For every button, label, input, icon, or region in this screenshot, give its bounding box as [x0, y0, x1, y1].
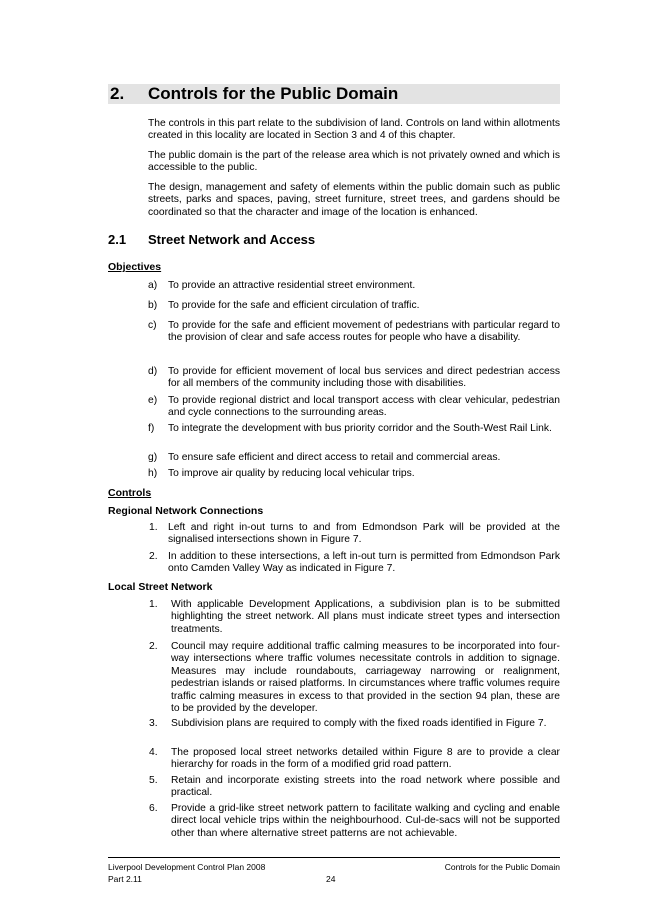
list-marker: 1.	[149, 522, 158, 533]
list-text: Provide a grid-like street network pattern to facilitate walking and cycling and enable direct local vehicle trips within the neighbourhood. Cul-de-sacs will not be supported other than where alternative street patterns are not achievable.	[171, 803, 560, 839]
list-marker: b)	[148, 300, 158, 311]
list-marker: 1.	[149, 599, 158, 610]
list-text: Left and right in-out turns to and from Edmondson Park will be provided at the signalised intersections shown in Figure 7.	[168, 522, 560, 546]
section-number: 2.	[110, 84, 125, 103]
section-title: Controls for the Public Domain	[148, 84, 399, 103]
intro-paragraph-3: The design, management and safety of elements within the public domain such as public streets, parks and spaces, paving, street furniture, street trees, and gardens should be coordinated so that the character and image of the location is enhanced.	[148, 182, 560, 218]
list-marker: f)	[148, 423, 155, 434]
list-marker: 6.	[149, 803, 158, 814]
list-text: To provide for the safe and efficient movement of pedestrians with particular regard to the provision of clear and safe access routes for people who have a disability.	[168, 320, 560, 344]
regional-heading: Regional Network Connections	[108, 505, 264, 517]
intro-paragraph-1: The controls in this part relate to the subdivision of land. Controls on land within allotments created in this locality are located in Section 3 and 4 of this chapter.	[148, 118, 560, 142]
list-marker: 5.	[149, 775, 158, 786]
list-text: To provide for the safe and efficient circulation of traffic.	[168, 300, 420, 311]
list-text: With applicable Development Applications, a subdivision plan is to be submitted highlighting the street network. All plans must indicate street types and intersection treatments.	[171, 599, 560, 635]
list-text: Subdivision plans are required to comply with the fixed roads identified in Figure 7.	[171, 718, 547, 729]
list-text: To improve air quality by reducing local vehicular trips.	[168, 468, 415, 479]
subsection-heading	[108, 232, 316, 248]
list-text: To provide an attractive residential street environment.	[168, 280, 416, 291]
list-marker: 2.	[149, 641, 158, 652]
list-marker: c)	[148, 320, 157, 331]
intro-paragraph-2: The public domain is the part of the release area which is not privately owned and which is accessible to the public.	[148, 150, 560, 174]
list-text: To ensure safe efficient and direct access to retail and commercial areas.	[168, 452, 501, 463]
list-text: Council may require additional traffic calming measures to be incorporated into four-way intersections where traffic volumes necessitate controls in addition to signage. Measures may include roundabouts, carriageway narrowing or realignment, pedestrian islands or raised platforms. In circumstances where traffic volumes require traffic calming measures in excess to that provided in the section 94 plan, these are to be provided by the developer.	[171, 641, 560, 715]
list-marker: 3.	[149, 718, 158, 729]
subsection-number: 2.1	[108, 232, 127, 247]
footer-part-label: Part 2.11	[108, 874, 142, 884]
footer-page-number: 24	[326, 874, 336, 884]
footer-section-title: Controls for the Public Domain	[444, 862, 560, 872]
list-marker: a)	[148, 280, 158, 291]
list-marker: d)	[148, 366, 158, 377]
list-marker: 4.	[149, 747, 158, 758]
list-text: Retain and incorporate existing streets into the road network where possible and practical.	[171, 775, 560, 799]
list-text: The proposed local street networks detailed within Figure 8 are to provide a clear hierarchy for roads in the form of a modified grid road pattern.	[171, 747, 560, 771]
list-marker: g)	[148, 452, 158, 463]
subsection-title: Street Network and Access	[148, 232, 316, 247]
list-text: To integrate the development with bus priority corridor and the South-West Rail Link.	[168, 423, 552, 434]
objectives-label: Objectives	[108, 261, 162, 273]
list-marker: 2.	[149, 551, 158, 562]
footer-document-title: Liverpool Development Control Plan 2008	[108, 862, 266, 872]
list-text: To provide for efficient movement of local bus services and direct pedestrian access for all members of the community including those with disabilities.	[168, 366, 560, 390]
controls-label: Controls	[108, 487, 152, 499]
section-heading	[108, 84, 560, 104]
list-marker: h)	[148, 468, 158, 479]
local-heading: Local Street Network	[108, 581, 213, 593]
list-text: In addition to these intersections, a left in-out turn is permitted from Edmondson Park onto Camden Valley Way as indicated in Figure 7.	[168, 551, 560, 575]
list-marker: e)	[148, 395, 158, 406]
list-text: To provide regional district and local transport access with clear vehicular, pedestrian and cycle connections to the surrounding areas.	[168, 395, 560, 419]
footer-rule	[108, 857, 560, 858]
